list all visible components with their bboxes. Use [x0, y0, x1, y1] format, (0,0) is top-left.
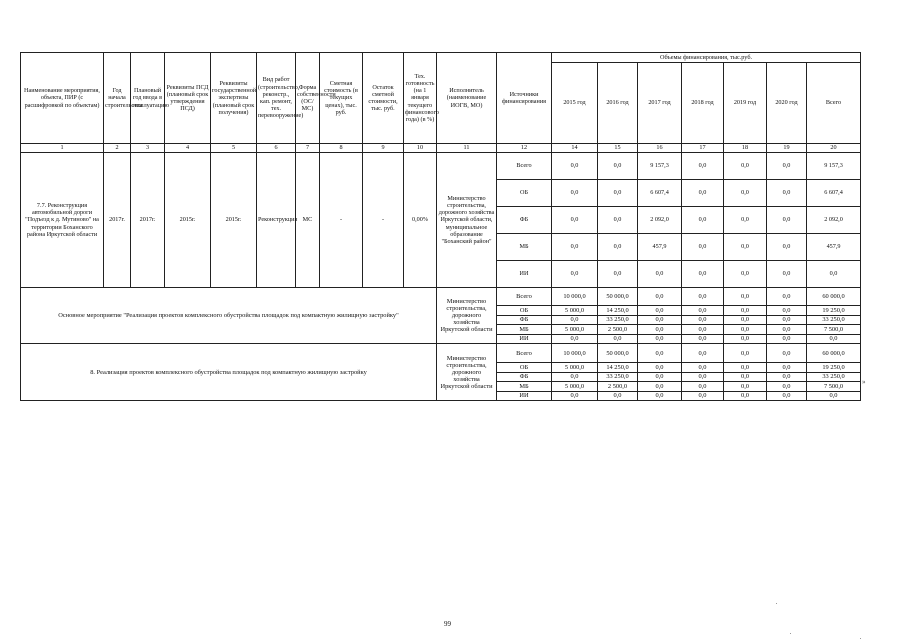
column-number: 14 [552, 144, 598, 153]
project-executor: Министерство строительства, дорожного хозяйства Иркутской области, муниципальное образование "Боханский район" [437, 153, 497, 288]
column-number: 8 [320, 144, 363, 153]
value-cell: 0,0 [638, 344, 682, 363]
funding-source: ФБ [497, 207, 552, 234]
funding-source: ОБ [497, 306, 552, 316]
total-cell: 0,0 [807, 391, 861, 401]
value-cell: 0,0 [682, 153, 724, 180]
value-cell: 0,0 [552, 153, 598, 180]
value-cell: 2 092,0 [638, 207, 682, 234]
activity-8-name: 8. Реализация проектов комплексного обустройства площадок под компактную жилищную застройку [21, 344, 437, 401]
header-work-type: Вид работ (строительство, реконстр., кап. ремонт, тех. перевооружение) [257, 53, 296, 144]
total-cell: 60 000,0 [807, 344, 861, 363]
value-cell: 5 000,0 [552, 325, 598, 335]
column-number: 9 [363, 144, 404, 153]
header-remaining-cost: Остаток сметной стоимости, тыс. руб. [363, 53, 404, 144]
value-cell: 0,0 [724, 344, 767, 363]
table-row [21, 153, 861, 180]
total-cell: 2 092,0 [807, 207, 861, 234]
funding-source: Всего [497, 344, 552, 363]
value-cell: 0,0 [598, 391, 638, 401]
total-cell: 60 000,0 [807, 288, 861, 306]
column-number: 12 [497, 144, 552, 153]
value-cell: 0,0 [598, 180, 638, 207]
value-cell: 0,0 [767, 234, 807, 261]
value-cell: 0,0 [638, 306, 682, 316]
column-number: 15 [598, 144, 638, 153]
total-cell: 19 250,0 [807, 306, 861, 316]
header-year: 2017 год [638, 63, 682, 144]
value-cell: 0,0 [682, 288, 724, 306]
value-cell: 0,0 [598, 234, 638, 261]
column-number: 11 [437, 144, 497, 153]
value-cell: 0,0 [638, 334, 682, 344]
value-cell: 0,0 [724, 325, 767, 335]
value-cell: 0,0 [767, 325, 807, 335]
value-cell: 14 250,0 [598, 306, 638, 316]
value-cell: 0,0 [767, 261, 807, 288]
project-remaining-cost: - [363, 153, 404, 288]
funding-source: Всего [497, 288, 552, 306]
value-cell: 0,0 [552, 334, 598, 344]
total-cell: 33 250,0 [807, 315, 861, 325]
funding-source: ИИ [497, 334, 552, 344]
value-cell: 0,0 [598, 207, 638, 234]
value-cell: 0,0 [682, 207, 724, 234]
value-cell: 0,0 [767, 288, 807, 306]
header-name: Наименование мероприятия, объекта, ПИР (с расшифровкой по объектам) [21, 53, 104, 144]
total-cell: 7 500,0 [807, 382, 861, 392]
value-cell: 0,0 [552, 180, 598, 207]
value-cell: 0,0 [682, 234, 724, 261]
value-cell: 0,0 [724, 315, 767, 325]
funding-source: МБ [497, 234, 552, 261]
funding-source: ОБ [497, 363, 552, 373]
column-number: 20 [807, 144, 861, 153]
project-name: 7.7. Реконструкция автомобильной дороги "Подъезд к д. Мутиново" на территории Боханского района Иркутской области [21, 153, 104, 288]
value-cell: 0,0 [767, 382, 807, 392]
header-tech-readiness: Тех. готовность (на 1 января текущего финансового года) (в %) [404, 53, 437, 144]
value-cell: 0,0 [767, 344, 807, 363]
value-cell: 0,0 [552, 207, 598, 234]
funding-source: ФБ [497, 315, 552, 325]
value-cell: 0,0 [638, 325, 682, 335]
value-cell: 0,0 [767, 363, 807, 373]
column-number: 10 [404, 144, 437, 153]
header-year: 2018 год [682, 63, 724, 144]
value-cell: 0,0 [682, 334, 724, 344]
project-planned-commission-year: 2017г. [131, 153, 165, 288]
value-cell: 0,0 [682, 325, 724, 335]
total-cell: 33 250,0 [807, 372, 861, 382]
project-work-type: Реконструкция [257, 153, 296, 288]
total-cell: 19 250,0 [807, 363, 861, 373]
value-cell: 0,0 [724, 207, 767, 234]
value-cell: 0,0 [724, 334, 767, 344]
value-cell: 0,0 [598, 261, 638, 288]
value-cell: 0,0 [682, 363, 724, 373]
value-cell: 10 000,0 [552, 344, 598, 363]
value-cell: 9 157,3 [638, 153, 682, 180]
value-cell: 0,0 [638, 315, 682, 325]
value-cell: 50 000,0 [598, 288, 638, 306]
page-number: 99 [444, 620, 451, 628]
funding-source: МБ [497, 382, 552, 392]
total-cell: 0,0 [807, 261, 861, 288]
activity-8-executor: Министерство строительства, дорожного хозяйства Иркутской области [437, 344, 497, 401]
project-tech-readiness: 0,00% [404, 153, 437, 288]
value-cell: 0,0 [767, 180, 807, 207]
column-number: 19 [767, 144, 807, 153]
value-cell: 0,0 [724, 363, 767, 373]
value-cell: 0,0 [767, 372, 807, 382]
value-cell: 457,9 [638, 234, 682, 261]
project-expertise-details: 2015г. [211, 153, 257, 288]
column-number: 16 [638, 144, 682, 153]
main-activity-name: Основное мероприятие "Реализация проектов комплексного обустройства площадок под компактную жилищную застройку" [21, 288, 437, 344]
header-ownership-form: Форма собственности (ОС/МС) [296, 53, 320, 144]
value-cell: 33 250,0 [598, 372, 638, 382]
value-cell: 0,0 [767, 207, 807, 234]
value-cell: 0,0 [552, 234, 598, 261]
scan-speck [790, 633, 791, 634]
scan-mark: » [862, 378, 866, 386]
value-cell: 2 500,0 [598, 325, 638, 335]
value-cell: 0,0 [767, 153, 807, 180]
header-build-start-year: Год начала строительства [104, 53, 131, 144]
column-number: 7 [296, 144, 320, 153]
value-cell: 0,0 [724, 288, 767, 306]
header-expertise-details: Реквизиты государственной экспертизы (плановый срок получения) [211, 53, 257, 144]
value-cell: 0,0 [682, 391, 724, 401]
value-cell: 14 250,0 [598, 363, 638, 373]
header-year: 2020 год [767, 63, 807, 144]
value-cell: 6 607,4 [638, 180, 682, 207]
header-row-top [21, 53, 861, 63]
total-cell: 7 500,0 [807, 325, 861, 335]
total-cell: 6 607,4 [807, 180, 861, 207]
value-cell: 0,0 [682, 315, 724, 325]
value-cell: 0,0 [724, 261, 767, 288]
column-number: 1 [21, 144, 104, 153]
header-funding-sources: Источники финансирования [497, 53, 552, 144]
value-cell: 0,0 [598, 153, 638, 180]
value-cell: 0,0 [638, 382, 682, 392]
scan-speck [860, 638, 861, 639]
value-cell: 0,0 [724, 180, 767, 207]
column-number-row [21, 144, 861, 153]
value-cell: 0,0 [767, 306, 807, 316]
value-cell: 0,0 [682, 382, 724, 392]
funding-table [20, 52, 861, 401]
table-row [21, 288, 861, 306]
value-cell: 0,0 [552, 391, 598, 401]
value-cell: 0,0 [598, 334, 638, 344]
funding-source: ИИ [497, 391, 552, 401]
value-cell: 5 000,0 [552, 382, 598, 392]
value-cell: 0,0 [682, 372, 724, 382]
value-cell: 0,0 [682, 344, 724, 363]
value-cell: 0,0 [638, 288, 682, 306]
header-estimated-cost: Сметная стоимость (в текущих ценах), тыс. руб. [320, 53, 363, 144]
value-cell: 2 500,0 [598, 382, 638, 392]
project-build-start-year: 2017г. [104, 153, 131, 288]
project-estimated-cost: - [320, 153, 363, 288]
value-cell: 0,0 [682, 180, 724, 207]
value-cell: 5 000,0 [552, 306, 598, 316]
column-number: 18 [724, 144, 767, 153]
header-planned-commission-year: Плановый год ввода в эксплуатацию [131, 53, 165, 144]
total-cell: 9 157,3 [807, 153, 861, 180]
table-row [21, 344, 861, 363]
value-cell: 0,0 [767, 334, 807, 344]
value-cell: 0,0 [552, 315, 598, 325]
value-cell: 0,0 [638, 391, 682, 401]
value-cell: 0,0 [724, 391, 767, 401]
project-ownership-form: МС [296, 153, 320, 288]
total-cell: 0,0 [807, 334, 861, 344]
value-cell: 33 250,0 [598, 315, 638, 325]
main-activity-executor: Министерство строительства, дорожного хозяйства Иркутской области [437, 288, 497, 344]
value-cell: 0,0 [638, 372, 682, 382]
value-cell: 0,0 [638, 261, 682, 288]
value-cell: 50 000,0 [598, 344, 638, 363]
value-cell: 0,0 [552, 261, 598, 288]
funding-source: ФБ [497, 372, 552, 382]
funding-source: МБ [497, 325, 552, 335]
value-cell: 10 000,0 [552, 288, 598, 306]
column-number: 2 [104, 144, 131, 153]
column-number: 3 [131, 144, 165, 153]
column-number: 4 [165, 144, 211, 153]
header-year: 2016 год [598, 63, 638, 144]
value-cell: 5 000,0 [552, 363, 598, 373]
total-cell: 457,9 [807, 234, 861, 261]
column-number: 6 [257, 144, 296, 153]
header-year: 2019 год [724, 63, 767, 144]
value-cell: 0,0 [682, 306, 724, 316]
funding-source: ИИ [497, 261, 552, 288]
value-cell: 0,0 [767, 315, 807, 325]
value-cell: 0,0 [638, 363, 682, 373]
value-cell: 0,0 [552, 372, 598, 382]
value-cell: 0,0 [724, 234, 767, 261]
value-cell: 0,0 [724, 372, 767, 382]
funding-source: ОБ [497, 180, 552, 207]
value-cell: 0,0 [724, 306, 767, 316]
scan-speck [776, 603, 777, 604]
column-number: 17 [682, 144, 724, 153]
value-cell: 0,0 [767, 391, 807, 401]
project-psd-details: 2015г. [165, 153, 211, 288]
value-cell: 0,0 [682, 261, 724, 288]
header-psd-details: Реквизиты ПСД (плановый срок утверждения ПСД) [165, 53, 211, 144]
header-total: Всего [807, 63, 861, 144]
column-number: 5 [211, 144, 257, 153]
value-cell: 0,0 [724, 382, 767, 392]
header-executor: Исполнитель (наименование ИОГВ, МО) [437, 53, 497, 144]
header-year: 2015 год [552, 63, 598, 144]
funding-source: Всего [497, 153, 552, 180]
value-cell: 0,0 [724, 153, 767, 180]
header-volumes-group: Объемы финансирования, тыс.руб. [552, 53, 861, 63]
